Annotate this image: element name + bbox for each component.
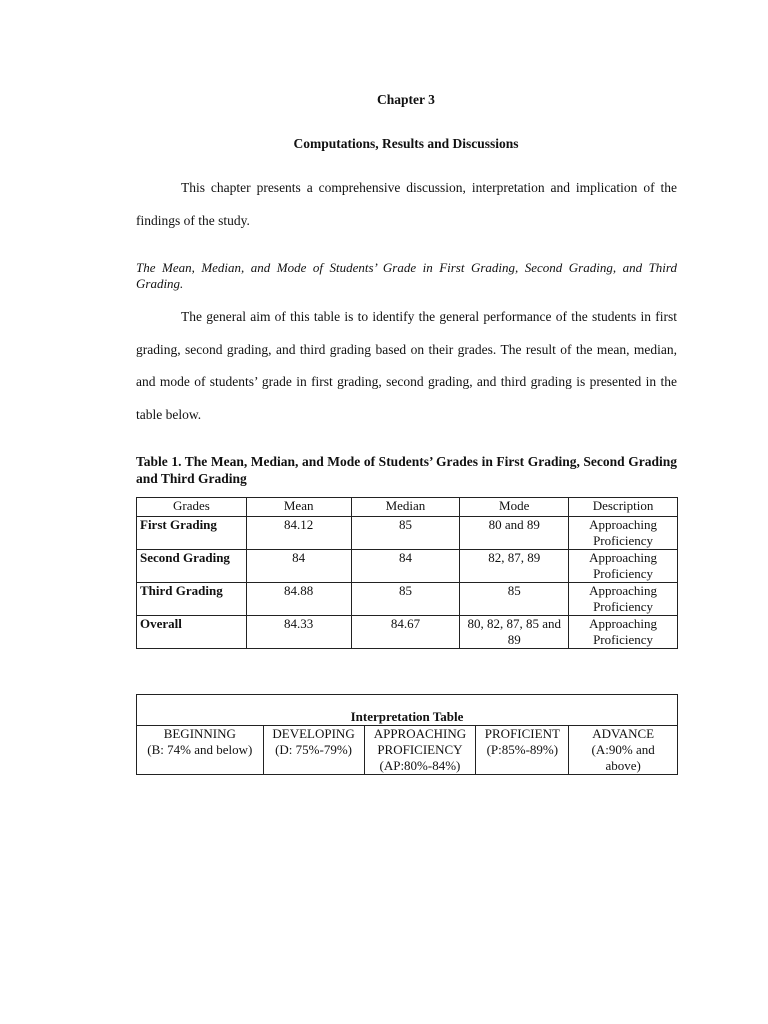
row-median: 84 xyxy=(351,550,460,583)
level-range: (B: 74% and below) xyxy=(147,742,253,757)
table-row xyxy=(137,583,678,616)
row-grade: First Grading xyxy=(137,517,247,550)
level-name: DEVELOPING xyxy=(272,726,355,741)
aim-paragraph xyxy=(136,301,677,431)
row-median: 85 xyxy=(351,583,460,616)
header-median: Median xyxy=(351,498,460,517)
row-median: 85 xyxy=(351,517,460,550)
section-title: Computations, Results and Discussions xyxy=(293,136,519,151)
level-range: (AP:80%-84%) xyxy=(379,758,461,773)
header-description: Description xyxy=(569,498,678,517)
subheading: The Mean, Median, and Mode of Students’ Grade in First Grading, Second Grading, and Third Grading. xyxy=(136,260,677,291)
row-mean: 84 xyxy=(246,550,351,583)
results-header-row xyxy=(137,498,678,517)
interpretation-title-row xyxy=(137,695,678,726)
table-row xyxy=(137,616,678,649)
row-grade: Overall xyxy=(137,616,247,649)
row-description: Approaching Proficiency xyxy=(569,517,678,550)
level-proficient xyxy=(476,726,569,775)
level-name: APPROACHING PROFICIENCY xyxy=(373,726,467,757)
level-range: (A:90% and above) xyxy=(591,742,655,773)
interpretation-title: Interpretation Table xyxy=(137,695,678,726)
level-name: PROFICIENT xyxy=(484,726,560,741)
level-approaching-proficiency xyxy=(364,726,476,775)
level-range: (D: 75%-79%) xyxy=(275,742,352,757)
header-mode: Mode xyxy=(460,498,569,517)
level-name: BEGINNING xyxy=(163,726,236,741)
row-description: Approaching Proficiency xyxy=(569,583,678,616)
level-developing xyxy=(263,726,364,775)
intro-paragraph-text: This chapter presents a comprehensive discussion, interpretation and implication of the findings of the study. xyxy=(136,180,677,228)
interpretation-table xyxy=(136,694,678,775)
level-beginning xyxy=(137,726,264,775)
row-mean: 84.88 xyxy=(246,583,351,616)
level-range: (P:85%-89%) xyxy=(486,742,559,757)
row-mode: 80 and 89 xyxy=(460,517,569,550)
table-caption: Table 1. The Mean, Median, and Mode of Students’ Grades in First Grading, Second Grading and Third Grading xyxy=(136,454,677,486)
row-mode: 85 xyxy=(460,583,569,616)
interpretation-levels-row xyxy=(137,726,678,775)
results-table xyxy=(136,497,678,649)
level-name: ADVANCE xyxy=(592,726,655,741)
row-median: 84.67 xyxy=(351,616,460,649)
table-row xyxy=(137,550,678,583)
table-row xyxy=(137,517,678,550)
row-mean: 84.12 xyxy=(246,517,351,550)
row-description: Approaching Proficiency xyxy=(569,550,678,583)
level-advance xyxy=(569,726,678,775)
aim-paragraph-text: The general aim of this table is to identify the general performance of the students in first grading, second grading, and third grading based on their grades. The result of the mean, median, and mode of students’ grade in first grading, second grading, and third grading is presented in the table below. xyxy=(136,309,677,422)
header-grades: Grades xyxy=(137,498,247,517)
row-mean: 84.33 xyxy=(246,616,351,649)
chapter-title: Chapter 3 xyxy=(377,92,435,107)
row-grade: Second Grading xyxy=(137,550,247,583)
row-description: Approaching Proficiency xyxy=(569,616,678,649)
row-grade: Third Grading xyxy=(137,583,247,616)
header-mean: Mean xyxy=(246,498,351,517)
row-mode: 82, 87, 89 xyxy=(460,550,569,583)
intro-paragraph xyxy=(136,172,677,237)
row-mode: 80, 82, 87, 85 and 89 xyxy=(460,616,569,649)
